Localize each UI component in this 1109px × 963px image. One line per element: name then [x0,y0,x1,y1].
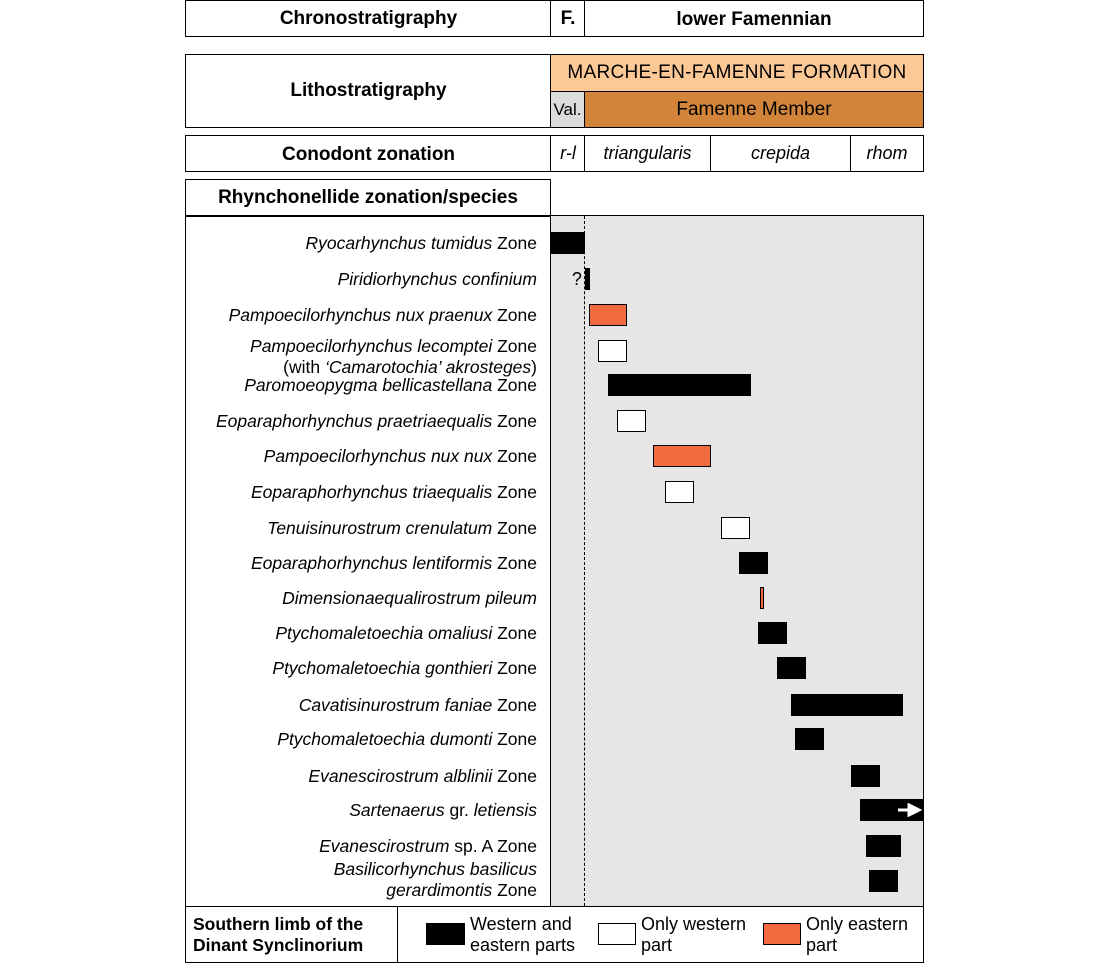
row-label-line [251,482,537,503]
taxon-name: Ryocarhynchus tumidus [305,233,493,253]
row-label-paromoeopygma-bellicastellana [244,375,537,396]
member-band: Famenne Member [585,92,923,127]
row-label-line [264,446,537,467]
row-label-ptychomaletoechia-gonthieri [272,658,537,679]
legend-label-western-and-eastern: Western and eastern parts [470,914,576,955]
row-label-sartenaerus [349,800,537,821]
taxon-suffix: Zone [492,411,537,431]
row-label-dimensionaequalirostrum-pileum [282,588,537,609]
conodont-zone-crepida: crepida [750,143,811,163]
taxon-suffix: Zone [492,482,537,502]
range-bar-paromoeopygma-bellicastellana [608,374,751,396]
range-bar-basilicorhynchus-basilicus [869,870,898,892]
row-label-line [334,859,537,880]
taxon-name: letiensis [473,800,537,820]
conodont-zone-rl: r-l [560,143,576,163]
member-short: Val. [551,92,585,127]
legend-swatch-only-eastern [763,923,801,945]
chrono-short: F. [560,7,576,29]
legend-box [185,906,924,963]
taxon-name: ‘Camarotochia’ akrosteges [324,357,532,377]
taxon-suffix: Zone [492,766,537,786]
row-label-piridiorhynchus-confinium [338,269,537,290]
range-bar-evanescirostrum [866,835,901,857]
range-bar-eoparaphorhynchus-lentiformis [739,552,768,574]
taxon-name: Eoparaphorhynchus triaequalis [250,482,493,502]
row-label-line [282,588,537,609]
range-bar-pampoecilorhynchus-lecomptei [598,340,627,362]
legend-swatch-only-western [598,923,636,945]
row-label-line [267,518,537,539]
taxon-suffix: Zone [492,375,537,395]
row-label-pampoecilorhynchus-lecomptei [250,336,537,378]
formation-band: MARCHE-EN-FAMENNE FORMATION [551,55,923,92]
range-bar-ptychomaletoechia-gonthieri [777,657,806,679]
chrono-label: Chronostratigraphy [279,7,458,29]
continues-arrow-icon [897,803,923,817]
range-bar-eoparaphorhynchus-triaequalis [665,481,694,503]
range-bar-ryocarhynchus-tumidus [551,232,585,254]
row-label-line [338,269,537,290]
row-label-line [277,729,537,750]
row-label-line [334,880,537,901]
taxon-suffix: Zone [492,336,537,356]
label-text: ) [531,357,537,377]
row-label-tenuisinurostrum-crenulatum [267,518,537,539]
range-bar-tenuisinurostrum-crenulatum [721,517,750,539]
row-label-ptychomaletoechia-omaliusi [275,623,537,644]
taxon-suffix: gr. [444,800,474,820]
legend-label-only-eastern: Only eastern part [806,914,909,955]
taxon-name: Evanescirostrum alblinii [308,766,493,786]
taxon-name: Pampoecilorhynchus nux nux [263,446,493,466]
taxon-name: Evanescirostrum [319,836,450,856]
row-label-line [306,233,538,254]
range-bar-cavatisinurostrum-faniae [791,694,903,716]
taxon-name: Ptychomaletoechia dumonti [277,729,493,749]
taxon-name: Pampoecilorhynchus lecomptei [250,336,493,356]
taxon-name: Ptychomaletoechia omaliusi [275,623,493,643]
taxon-name: Eoparaphorhynchus praetriaequalis [215,411,493,431]
row-label-line [216,411,537,432]
taxon-name: Ptychomaletoechia gonthieri [272,658,493,678]
taxon-name: Tenuisinurostrum crenulatum [267,518,493,538]
conodont-label: Conodont zonation [281,143,456,165]
conodont-zone-triangularis: triangularis [603,143,692,163]
row-label-basilicorhynchus-basilicus [334,859,537,901]
chrono-stage: lower Famennian [676,8,832,30]
row-label-line [275,623,537,644]
legend-title-line1: Southern limb of the [193,914,364,934]
row-label-evanescirostrum [319,836,537,857]
range-bar-piridiorhynchus-confinium [585,268,590,290]
taxon-suffix: Zone [492,518,537,538]
row-label-line [244,375,537,396]
taxon-name: gerardimontis [386,880,493,900]
range-bar-ptychomaletoechia-dumonti [795,728,824,750]
taxon-suffix: Zone [492,623,537,643]
taxon-name: Eoparaphorhynchus lentiformis [251,553,493,573]
row-label-evanescirostrum-alblinii [308,766,537,787]
uncertain-marker: ? [571,269,582,289]
row-label-ryocarhynchus-tumidus [306,233,538,254]
row-label-line [308,766,537,787]
taxon-name: Piridiorhynchus confinium [337,269,537,289]
row-label-line [272,658,537,679]
row-label-line [349,800,537,821]
taxon-suffix: Zone [492,446,537,466]
legend-title-line2: Dinant Synclinorium [193,935,364,955]
taxon-name: Pampoecilorhynchus nux praenux [228,305,493,325]
taxon-name: Cavatisinurostrum faniae [298,695,493,715]
row-label-eoparaphorhynchus-triaequalis [251,482,537,503]
taxon-name: Dimensionaequalirostrum pileum [282,588,537,608]
label-text: (with [283,357,325,377]
taxon-suffix: Zone [492,658,537,678]
row-label-line [251,553,537,574]
row-label-pampoecilorhynchus-nux-nux [264,446,537,467]
litho-label: Lithostratigraphy [290,80,447,101]
range-bar-evanescirostrum-alblinii [851,765,880,787]
taxon-suffix: Zone [492,695,537,715]
taxon-name: Sartenaerus [349,800,445,820]
range-bar-eoparaphorhynchus-praetriaequalis [617,410,646,432]
row-label-eoparaphorhynchus-praetriaequalis [216,411,537,432]
taxon-name: Paromoeopygma bellicastellana [244,375,493,395]
taxon-suffix: Zone [492,729,537,749]
taxon-suffix: Zone [492,880,537,900]
row-label-line [250,336,537,357]
arrow-shape [898,805,919,815]
range-bar-pampoecilorhynchus-nux-nux [653,445,711,467]
row-label-line [319,836,537,857]
range-bar-ptychomaletoechia-omaliusi [758,622,787,644]
row-label-eoparaphorhynchus-lentiformis [251,553,537,574]
taxon-suffix: Zone [492,553,537,573]
legend-swatch-western-and-eastern [426,923,465,945]
rhyncho-label: Rhynchonellide zonation/species [218,187,518,208]
taxon-suffix: sp. A Zone [449,836,537,856]
row-label-ptychomaletoechia-dumonti [277,729,537,750]
taxon-name: Basilicorhynchus basilicus [333,859,537,879]
legend-label-only-western: Only western part [641,914,747,955]
conodont-zone-rhom: rhom [866,143,908,163]
row-label-pampoecilorhynchus-nux-praenux [229,305,537,326]
range-bar-dimensionaequalirostrum-pileum [760,587,764,609]
row-label-line [229,305,537,326]
row-label-cavatisinurostrum-faniae [299,695,537,716]
range-bar-pampoecilorhynchus-nux-praenux [589,304,627,326]
taxon-suffix: Zone [492,305,537,325]
row-label-line [299,695,537,716]
legend-title [193,914,363,956]
taxon-suffix: Zone [492,233,537,253]
